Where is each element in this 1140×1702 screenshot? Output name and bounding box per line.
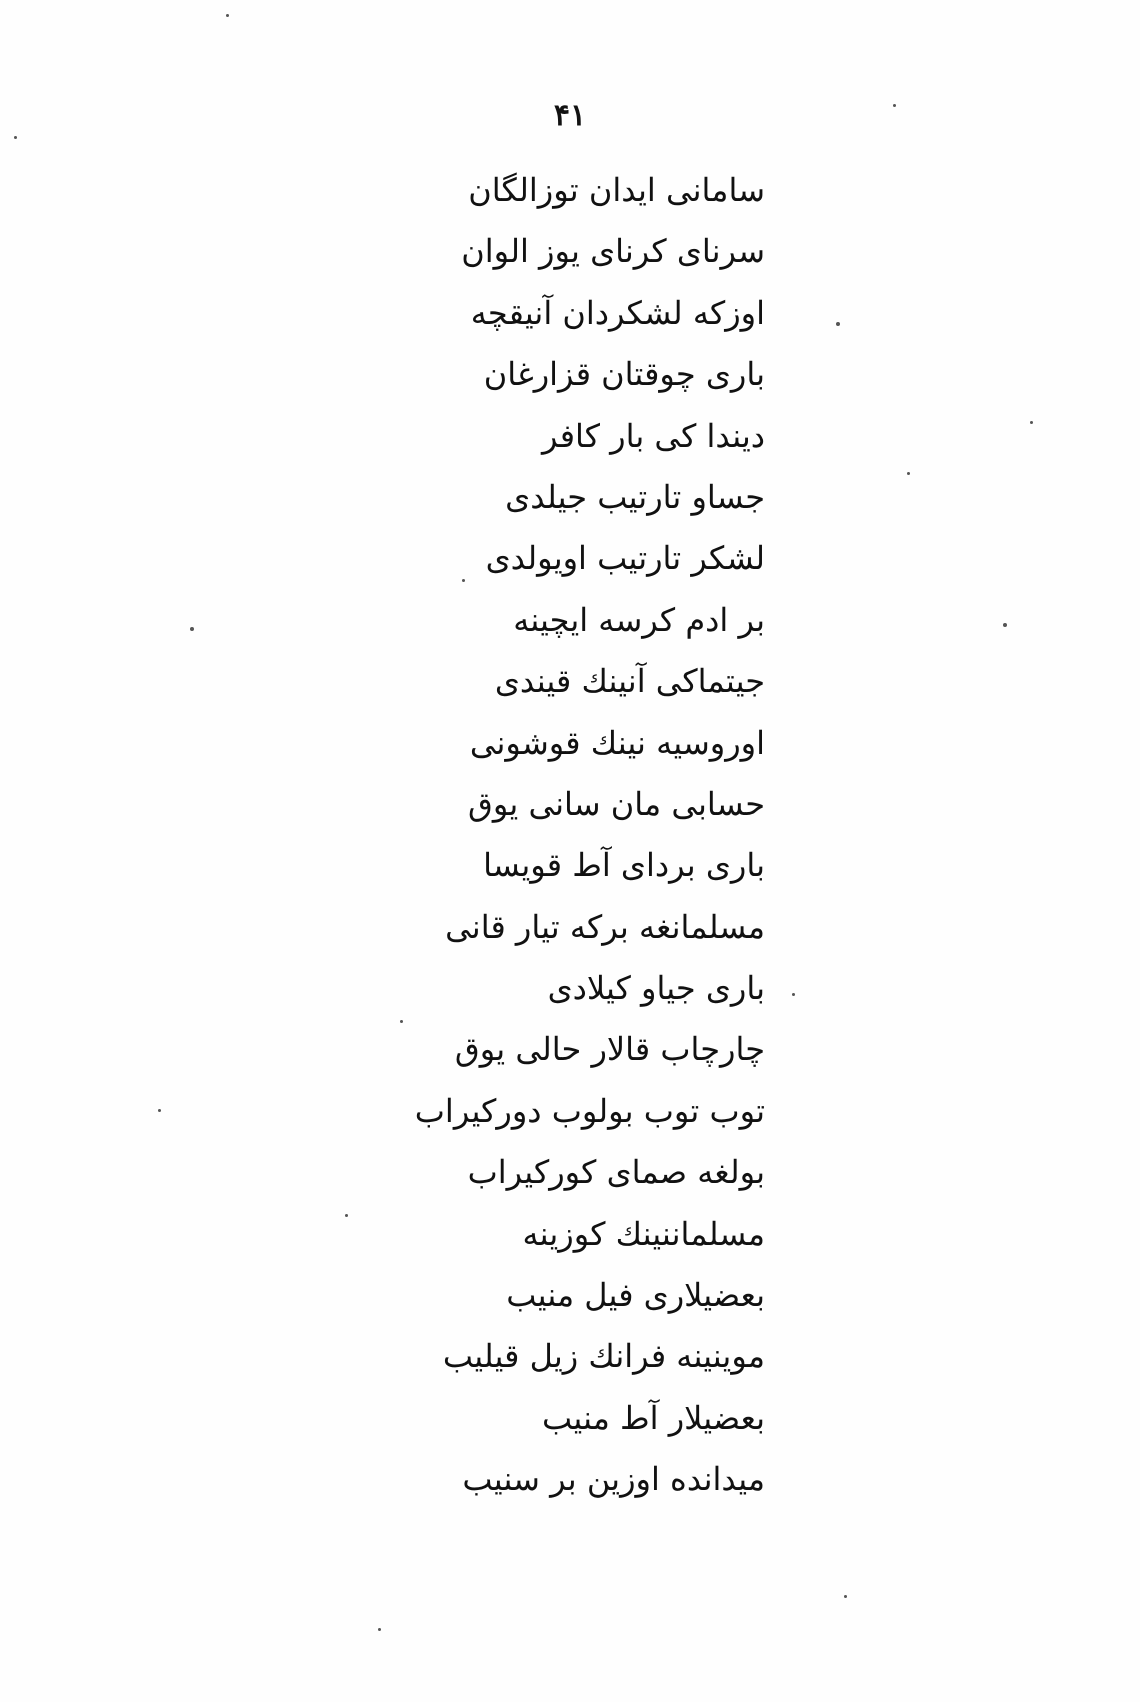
verse-line: حسابی مان سانی یوق (468, 784, 765, 823)
scan-speck (462, 579, 465, 582)
scan-speck (378, 1628, 381, 1631)
scan-speck (190, 627, 194, 631)
verse-line: جساو تارتیب جیلدی (505, 477, 765, 516)
page-number: ۴۱ (553, 98, 587, 133)
scan-speck (844, 1595, 847, 1598)
scan-speck (893, 104, 896, 107)
verse-line: سرنای کرنای یوز الوان (461, 232, 765, 271)
verse-line: مسلماننینك کوزینه (522, 1214, 765, 1253)
poem-text (345, 160, 765, 1511)
verse-line: باری جیاو کیلادی (547, 969, 765, 1008)
verse-line: ديندا كى بار كافر (542, 416, 765, 455)
scan-speck (1003, 623, 1007, 627)
scan-speck (836, 322, 840, 326)
verse-line: سامانی ایدان توزالگان (468, 171, 765, 209)
verse-line: میدانده اوزین بر سنیب (462, 1460, 765, 1499)
verse-line: بر ادم کرسه ایچینه (513, 600, 765, 639)
scan-speck (400, 1020, 403, 1023)
verse-line: مسلمانغه برکه تیار قانی (445, 907, 765, 946)
verse-line: موینینه فرانك زیل قیلیب (442, 1337, 765, 1376)
verse-line: چارچاب قالار حالی یوق (454, 1030, 765, 1069)
verse-line: اوروسیه نینك قوشونی (469, 723, 765, 762)
verse-line: باری بردای آط قویسا (483, 846, 765, 885)
scan-speck (345, 1214, 348, 1217)
scan-speck (158, 1109, 161, 1112)
scan-speck (226, 14, 229, 17)
scan-speck (1030, 421, 1033, 424)
verse-line: باری چوقتان قزارغان (483, 355, 765, 394)
verse-line: بعضیلاری فیل منیب (506, 1276, 765, 1315)
verse-line: اوزکه لشکردان آنیقچه (470, 293, 765, 332)
scan-speck (907, 472, 910, 475)
verse-line: بعضیلار آط منیب (542, 1398, 765, 1437)
scan-speck (14, 136, 17, 139)
verse-line: جیتماکی آنینك قیندی (494, 662, 765, 701)
verse-line: توب توب بولوب دورکیراب (414, 1091, 765, 1130)
scan-speck (792, 993, 795, 996)
verse-line: بولغه صمای کورکیراب (467, 1153, 765, 1192)
verse-line: لشکر تارتیب اویولدی (485, 539, 765, 578)
